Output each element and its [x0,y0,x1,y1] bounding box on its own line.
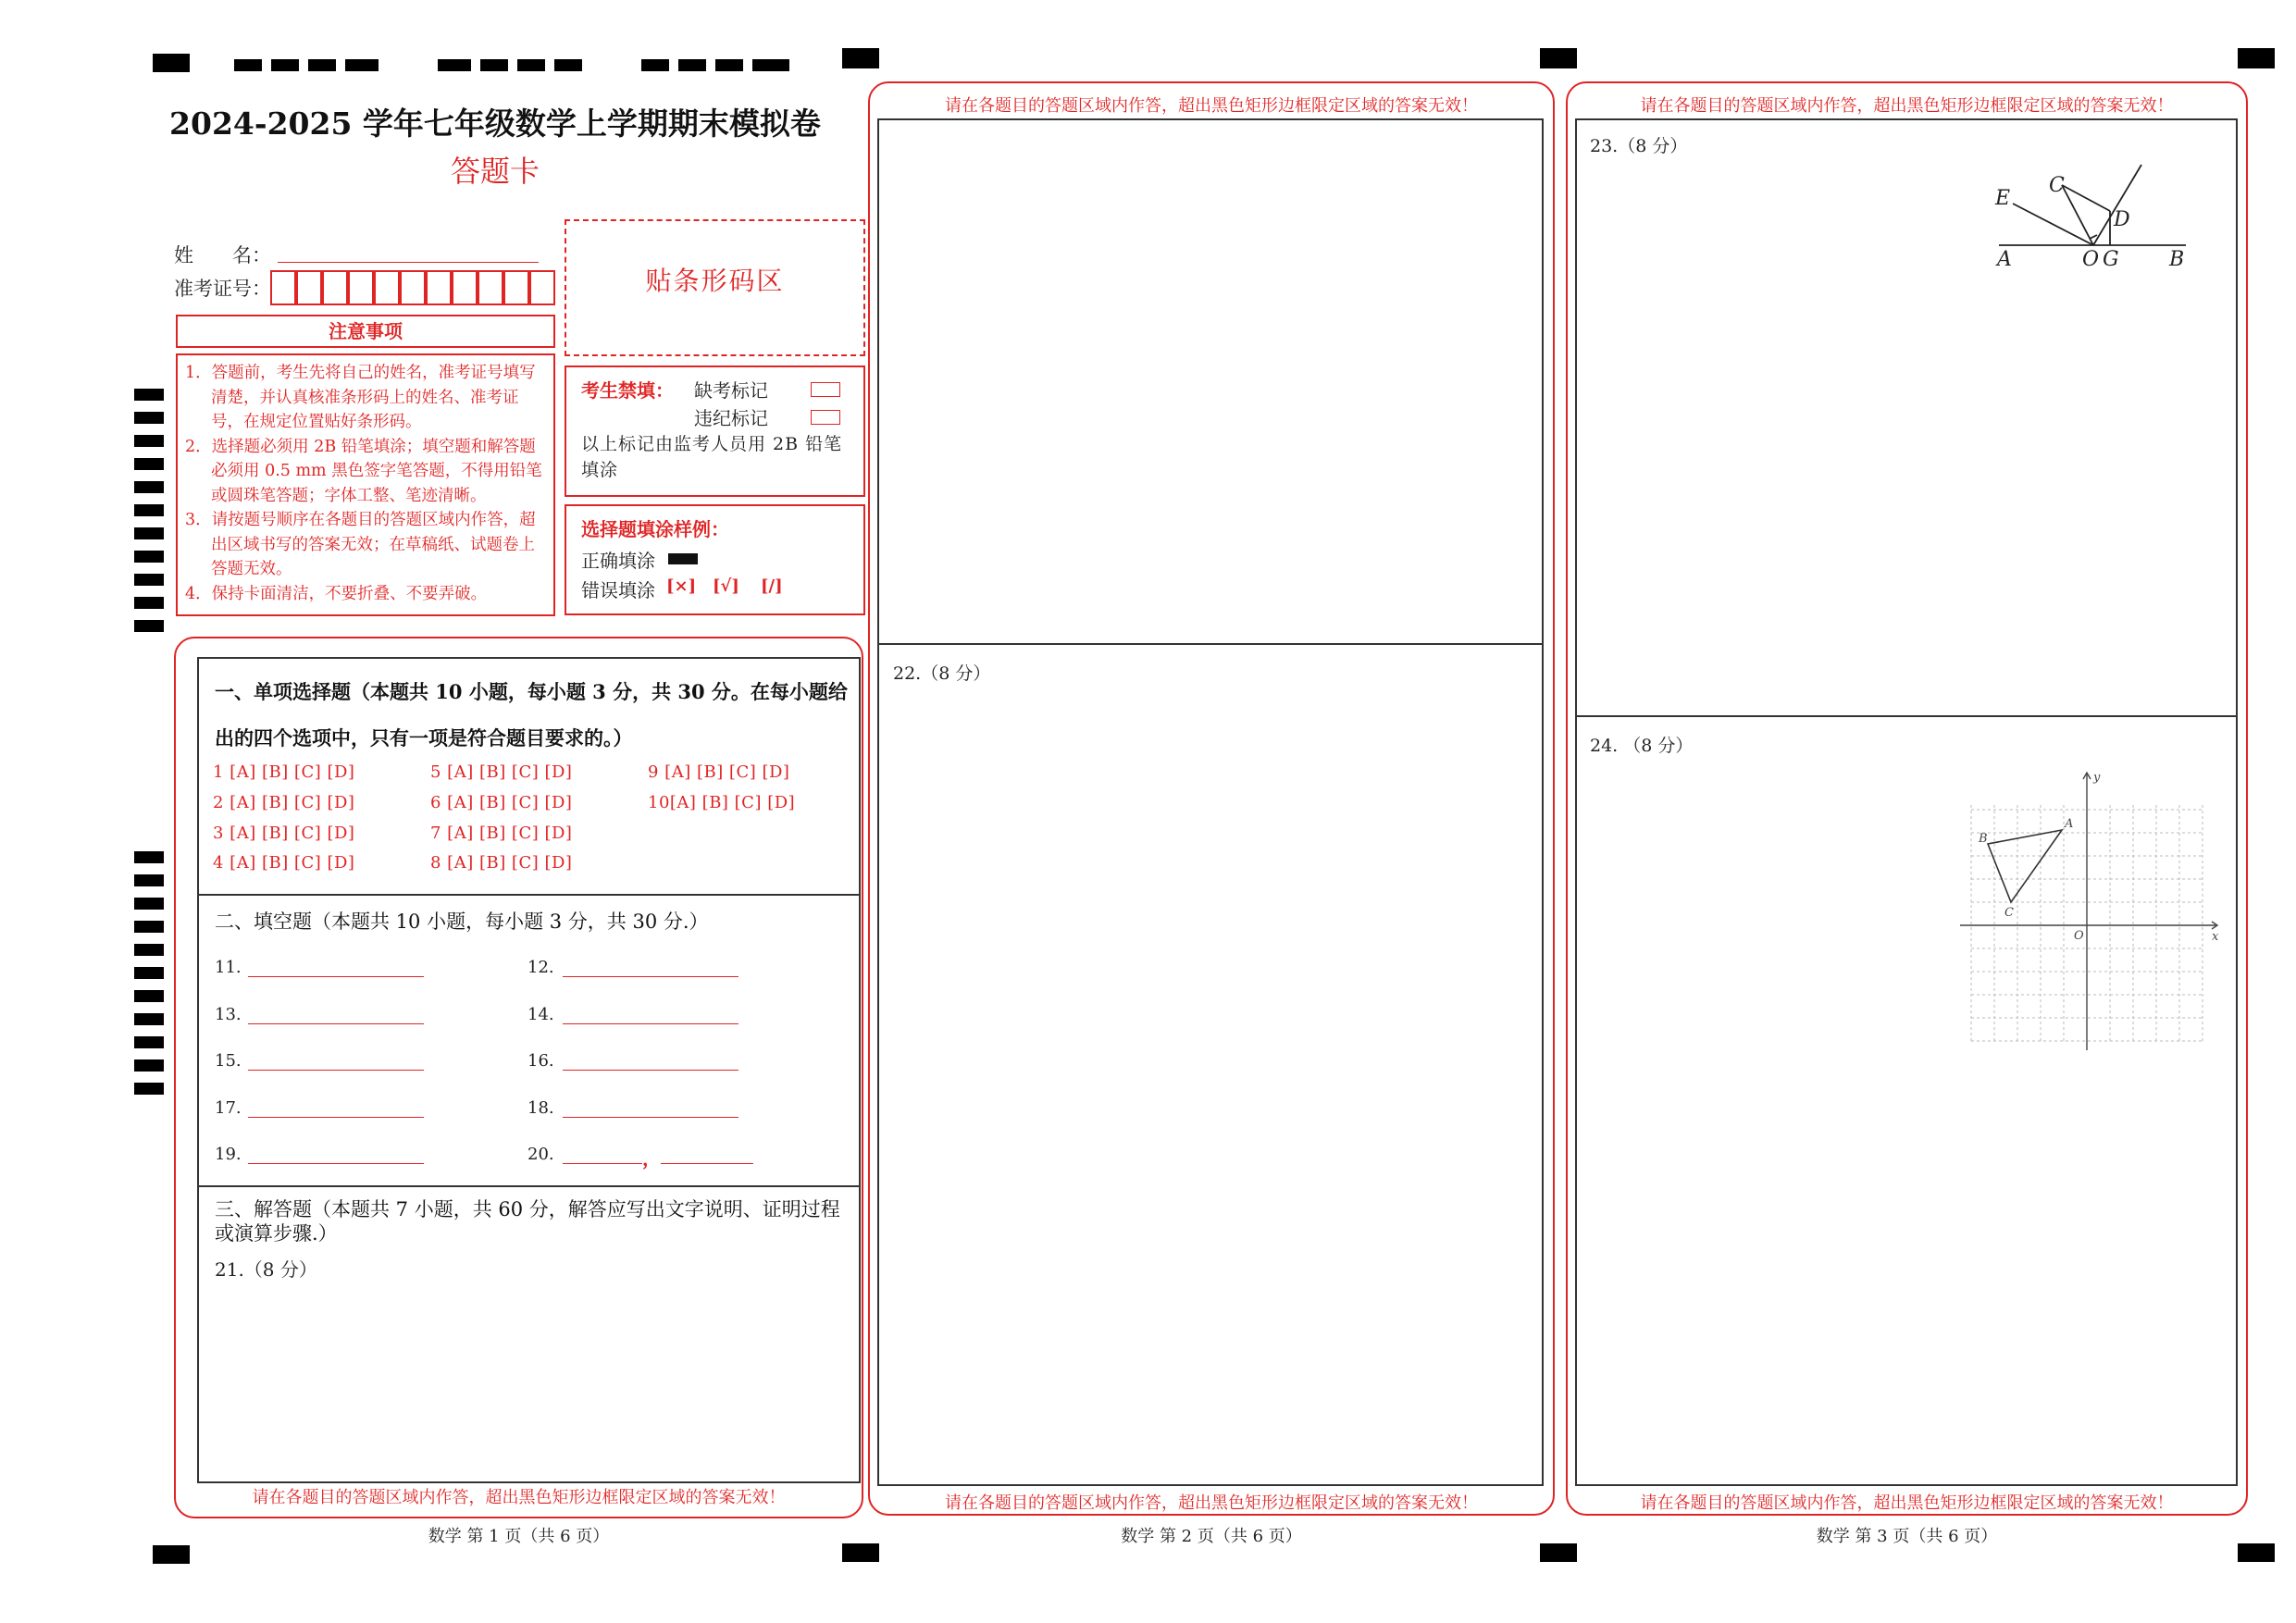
name-label: 姓 名： [174,244,271,266]
fill-answer-line[interactable] [563,1163,642,1164]
side-timing-mark [134,597,164,609]
id-digit-cell[interactable] [478,270,503,305]
section-divider [197,1185,861,1187]
id-digit-cell[interactable] [296,270,322,305]
fig23-label-B: B [2169,248,2185,271]
section3-heading: 三、解答题（本题共 7 小题，共 60 分，解答应写出文字说明、证明过程 [215,1198,840,1220]
correct-fill-mark [668,553,698,564]
side-timing-mark [134,898,164,910]
side-timing-mark [134,389,164,401]
side-timing-mark [134,527,164,539]
wrong-fill-label: 错误填涂 [581,579,655,601]
timing-mark [153,1545,190,1564]
page3-warning-top: 请在各题目的答题区域内作答，超出黑色矩形边框限定区域的答案无效！ [1640,96,2174,116]
question-23-label: 23.（8 分） [1590,136,1688,156]
page3-warning-bottom: 请在各题目的答题区域内作答，超出黑色矩形边框限定区域的答案无效！ [1640,1493,2174,1513]
fill-answer-line[interactable] [661,1163,753,1164]
id-digit-cell[interactable] [322,270,348,305]
timing-mark [554,59,582,71]
side-timing-mark [134,1059,164,1072]
side-timing-mark [134,874,164,886]
timing-mark [2238,48,2275,68]
id-digit-cell[interactable] [529,270,555,305]
choice-row-7[interactable]: 7 [A] [B] [C] [D] [430,824,573,843]
timing-mark [678,59,706,71]
page1-warning: 请在各题目的答题区域内作答，超出黑色矩形边框限定区域的答案无效！ [252,1488,786,1507]
timing-mark [271,59,299,71]
fill-number: 18. [527,1098,554,1118]
forbidden-heading: 考生禁填： [581,379,674,402]
fig23-label-C: C [2049,174,2065,197]
fill-number: 20. [527,1145,554,1164]
fig23-label-O: O [2082,248,2100,271]
side-timing-mark [134,551,164,563]
exam-id-label: 准考证号： [174,278,271,300]
correct-fill-label: 正确填涂 [581,550,655,572]
side-timing-mark [134,1083,164,1095]
side-timing-mark [134,851,164,863]
fill-number: 14. [527,1005,554,1024]
absent-mark-label: 缺考标记 [694,379,768,402]
barcode-label: 贴条形码区 [645,266,785,296]
section-divider [197,894,861,896]
notice-item: 1．答题前，考生先将自己的姓名，准考证号填写清楚，并认真核准条形码上的姓名、准考证号，在规定位置贴好条形码。 [185,364,536,431]
section2-heading: 二、填空题（本题共 10 小题，每小题 3 分，共 30 分.） [215,911,709,933]
choice-row-2[interactable]: 2 [A] [B] [C] [D] [213,793,355,812]
answer-card-subtitle: 答题卡 [450,154,540,189]
section3-heading-cont: 或演算步骤.） [215,1222,338,1245]
fill-number: 13. [215,1005,242,1024]
fill-answer-line[interactable] [248,1163,424,1164]
fill-answer-line[interactable] [248,1070,424,1071]
fill-answer-line[interactable] [563,1117,738,1118]
timing-mark [345,59,379,71]
fig24-label-x: x [2212,930,2219,944]
choice-row-4[interactable]: 4 [A] [B] [C] [D] [213,853,355,873]
fill-number: 19. [215,1145,242,1164]
choice-row-8[interactable]: 8 [A] [B] [C] [D] [430,853,573,873]
wrong-fill-mark: [√] [713,576,739,596]
timing-mark [715,59,743,71]
fill-number: 12. [527,958,554,977]
page2-answer-region [877,118,1544,1486]
notice-heading: 注意事项 [176,315,555,348]
fill-answer-line[interactable] [563,976,738,977]
wrong-fill-mark: [/] [761,576,783,596]
timing-mark [517,59,545,71]
fill-answer-line[interactable] [248,1117,424,1118]
side-timing-mark [134,967,164,979]
timing-mark [1540,48,1577,68]
side-timing-mark [134,921,164,933]
id-digit-cell[interactable] [374,270,400,305]
violation-mark-box[interactable] [811,410,840,425]
forbidden-note: 以上标记由监考人员用 2B 铅笔填涂 [581,434,843,480]
fill-answer-line[interactable] [563,1070,738,1071]
fill-number: 15. [215,1051,242,1071]
fig23-label-E: E [1995,187,2011,210]
id-digit-cell[interactable] [270,270,296,305]
side-timing-mark [134,458,164,470]
timing-mark [308,59,336,71]
name-field[interactable] [278,262,539,263]
page1-footer: 数学 第 1 页（共 6 页） [428,1527,610,1546]
fig24-label-O: O [2074,929,2084,943]
choice-row-9[interactable]: 9 [A] [B] [C] [D] [648,762,790,782]
page2-footer: 数学 第 2 页（共 6 页） [1121,1527,1302,1546]
timing-mark [480,59,508,71]
fill-answer-line[interactable] [248,1023,424,1024]
fig24-label-C: C [2004,906,2014,920]
fill-number: 17. [215,1098,242,1118]
section1-heading-cont: 出的四个选项中，只有一项是符合题目要求的。） [215,726,633,750]
id-digit-cell[interactable] [426,270,452,305]
timing-mark [752,59,789,71]
side-timing-mark [134,1013,164,1025]
answer-divider [877,643,1544,645]
notice-item: 2．选择题必须用 2B 铅笔填涂；填空题和解答题必须用 0.5 mm 黑色签字笔答题，不得用铅笔或圆珠笔答题；字体工整、笔迹清晰。 [185,437,542,505]
answer-divider [1575,715,2238,717]
fig24-label-B: B [1979,832,1988,846]
side-timing-mark [134,620,164,632]
choice-row-10[interactable]: 10[A] [B] [C] [D] [648,793,796,812]
page2-warning-top: 请在各题目的答题区域内作答，超出黑色矩形边框限定区域的答案无效！ [945,96,1478,116]
notice-list [176,353,555,616]
notice-item: 3．请按题号顺序在各题目的答题区域内作答，超出区域书写的答案无效；在草稿纸、试题卷上答题无效。 [185,511,536,578]
side-timing-mark [134,574,164,586]
side-timing-mark [134,435,164,447]
fig23-label-G: G [2103,248,2119,271]
question-24-label: 24. （8 分） [1590,736,1694,756]
choice-row-5[interactable]: 5 [A] [B] [C] [D] [430,762,573,782]
fill-number: 16. [527,1051,554,1071]
timing-mark [234,59,262,71]
id-digit-cell[interactable] [503,270,529,305]
figure-q24-grid [1953,768,2230,1055]
side-timing-mark [134,412,164,424]
fig24-label-y: y [2093,771,2101,785]
notice-item: 4．保持卡面清洁，不要折叠、不要弄破。 [185,584,488,603]
wrong-fill-mark: [×] [666,576,697,596]
fill-number: 11. [215,958,242,977]
question-22-label: 22.（8 分） [893,663,991,684]
timing-mark [641,59,669,71]
side-timing-mark [134,481,164,493]
side-timing-mark [134,944,164,956]
violation-mark-label: 违纪标记 [694,407,768,429]
fig24-label-A: A [2065,817,2074,831]
figure-q23 [1980,148,2203,278]
choice-row-3[interactable]: 3 [A] [B] [C] [D] [213,824,355,843]
page2-warning-bottom: 请在各题目的答题区域内作答，超出黑色矩形边框限定区域的答案无效！ [945,1493,1478,1513]
choice-row-1[interactable]: 1 [A] [B] [C] [D] [213,762,355,782]
id-digit-cell[interactable] [400,270,426,305]
exam-title: 2024-2025 学年七年级数学上学期期末模拟卷 [169,105,821,142]
id-digit-cell[interactable] [348,270,374,305]
fig23-label-D: D [2114,208,2130,231]
side-timing-mark [134,990,164,1002]
fill-comma: ， [642,1147,661,1170]
choice-row-6[interactable]: 6 [A] [B] [C] [D] [430,793,573,812]
fill-answer-line[interactable] [563,1023,738,1024]
side-timing-mark [134,1036,164,1048]
timing-mark [842,48,879,68]
fig23-label-A: A [1997,248,2012,271]
fill-answer-line[interactable] [248,976,424,977]
question-21-label: 21.（8 分） [215,1258,317,1281]
section1-heading: 一、单项选择题（本题共 10 小题，每小题 3 分，共 30 分。在每小题给 [215,680,848,703]
absent-mark-box[interactable] [811,382,840,397]
id-digit-cell[interactable] [452,270,478,305]
timing-mark [153,54,190,72]
page3-footer: 数学 第 3 页（共 6 页） [1816,1527,1998,1546]
side-timing-mark [134,504,164,516]
fill-sample-heading: 选择题填涂样例： [581,518,729,540]
timing-mark [438,59,471,71]
